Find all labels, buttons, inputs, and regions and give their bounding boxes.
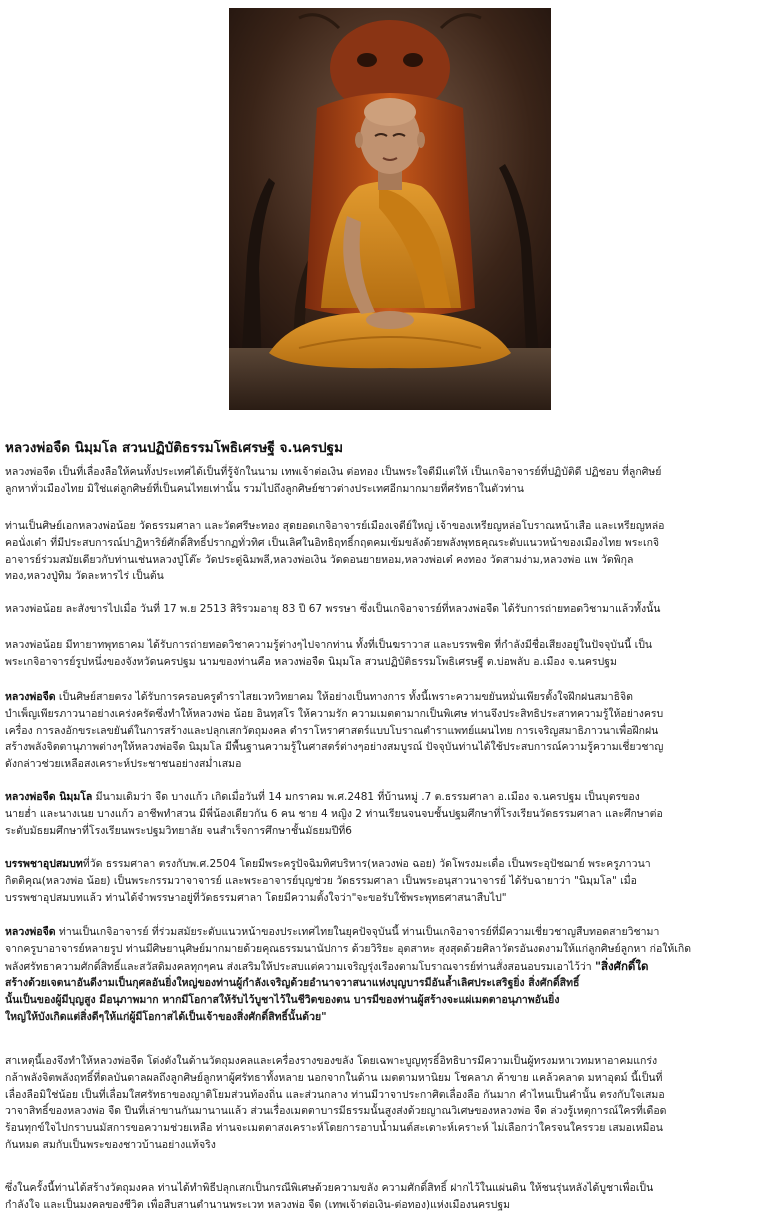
paragraph-line: ซึ่งในครั้งนี้ท่านได้สร้างวัตถุมงคล ท่านได้ทำพิธีปลุกเสกเป็นกรณีพิเศษด้วยความขลัง ความศักดิ์สิทธิ์ ฝากไว้ในแผ่นดิน ให้ชนรุ่นหลังได้บูชาเพื่อเป็น <box>5 1182 654 1194</box>
paragraph-5 <box>5 689 773 773</box>
paragraph-line: ดังกล่าวช่วยเหลือสงเคราะห์ประชาชนอย่างสม่ำเสมอ <box>5 758 242 771</box>
paragraph-line <box>5 789 773 806</box>
paragraph-line: หลวงพ่อน้อย มีทายาทพุทธาคม ได้รับการถ่ายทอดวิชาความรู้ต่างๆไปจากท่าน ทั้งที่เป็นฆราวาส และบรรพชิต ที่กำลังมีชื่อเสียงอยู่ในปัจจุบันนี้ เป็น <box>5 639 653 651</box>
paragraph-line <box>5 924 773 941</box>
paragraph-1 <box>5 464 773 498</box>
paragraph-line <box>5 958 773 976</box>
paragraph-line: บำเพ็ญเพียรภาวนาอย่างเคร่งครัดซึ่งทำให้หลวงพ่อ น้อย อินทฺสโร ให้ความรัก ความเมตตามากเป็นพิเศษ ท่านจึงประสิทธิประสาทความรู้ให้อย่างครบ <box>5 707 664 720</box>
paragraph-10 <box>5 1180 773 1214</box>
paragraph-4 <box>5 637 773 671</box>
paragraph-line: หลวงพ่อน้อย ละสังขารไปเมื่อ วันที่ 17 พ.ย 2513 สิริรวมอายุ 83 ปี 67 พรรษา ซึ่งเป็นเกจิอาจารย์ที่หลวงพ่อจืด ได้รับการถ่ายทอดวิชามาแล้วทั้งนั้น <box>5 603 661 615</box>
line-text: พลังศรัทธาความศักดิ์สิทธิ์และสวัสดิมงคลทุกๆคน ส่งเสริมให้ประสบแต่ความเจริญรุ่งเรืองตามโบราณจารย์ท่านสั่งสอนอบรมเอาไว้ว่า <box>5 960 596 973</box>
monk-photo <box>229 8 551 410</box>
line-text: ท่านเป็นเกจิอาจารย์ ที่ร่วมสมัยระดับแนวหน้าของประเทศไทยในยุคปัจจุบันนี้ ท่านเป็นเกจิอาจารย์ที่มีความเชี่ยวชาญสืบทอดสายวิชามา <box>55 926 660 938</box>
paragraph-7 <box>5 856 773 906</box>
paragraph-line: ระดับมัธยมศึกษาที่โรงเรียนพระปฐมวิทยาลัย จนสำเร็จการศึกษาชั้นมัธยมปีที่6 <box>5 824 352 837</box>
lead-term: หลวงพ่อจืด นิมฺมโล <box>5 791 93 803</box>
paragraph-line: คอนั่งเต๋า ที่มีประสบการณ์ปาฏิหาริย์ศักดิ์สิทธิ์ปรากฏทั่วทิศ เป็นเลิศในอิทธิฤทธิ์กฤตคมเข้มขลังด้วยพลังพุทธคุณระดับแนวหน้าของเมืองไทย พระเกจิ <box>5 536 660 549</box>
paragraph-line <box>5 856 773 873</box>
quote-line: นั้นเป็นของผู้มีบุญสูง มีอนุภาพมาก หากมีโอกาสให้รับไว้บูชาไว้ในชีวิตของตน บารมีของท่านผู้สร้างจะแผ่เมตตาอนุภาพอันยิ่ง <box>5 994 560 1007</box>
paragraph-line: กำลังใจ และเป็นมงคลของชีวิต เพื่อสืบสานตำนานพระเวท หลวงพ่อ จืด (เทพเจ้าต่อเงิน-ต่อทอง)แห่งเมืองนครปฐม <box>5 1198 511 1211</box>
paragraph-line <box>5 689 773 706</box>
paragraph-8 <box>5 924 773 1026</box>
paragraph-line: บรรพชาอุปสมบทแล้ว ท่านได้จำพรรษาอยู่ที่วัดธรรมศาลา โดยมีความตั้งใจว่า"จะขอรับใช้พระพุทธศาสนาสืบไป" <box>5 891 507 904</box>
line-text: ที่วัด ธรรมศาลา ตรงกับพ.ศ.2504 โดยมีพระครูปัจฉิมทิศบริหาร(หลวงพ่อ ฉอย) วัดโพรงมะเดื่อ เป็นพระอุปัชฌาย์ พระครูภาวนา <box>82 858 651 870</box>
paragraph-line: สาเหตุนี้เองจึงทำให้หลวงพ่อจืด โด่งดังในด้านวัตถุมงคลและเครื่องรางของขลัง โดยเฉพาะบูญทุรธิ์อิทธิบารมีความเป็นผู้ทรงมหาเวทมหาอาคมแกร่ง <box>5 1055 658 1067</box>
paragraph-line: นายฮ่ำ และนางเนย บางแก้ว อาชีพทำสวน มีพี่น้องเดียวกัน 6 คน ชาย 4 หญิง 2 ท่านเรียนจนจบชั้นปฐมศึกษาที่โรงเรียนวัดธรรมศาลา และศึกษาต่อ <box>5 807 663 820</box>
quote-line: ใหญ่ให้บังเกิดแต่สิ่งดีๆให้แก่ผู้มีโอกาสได้เป็นเจ้าของสิ่งศักดิ์สิทธิ์นั้นด้วย" <box>5 1010 327 1023</box>
paragraph-6 <box>5 789 773 839</box>
paragraph-line: กันหมด สมกับเป็นพระของชาวบ้านอย่างแท้จริง <box>5 1138 216 1151</box>
lead-term: บรรพชาอุปสมบท <box>5 858 83 870</box>
paragraph-line: หลวงพ่อจืด เป็นที่เลื่องลือให้คนทั้งประเทศได้เป็นที่รู้จักในนาม เทพเจ้าต่อเงิน ต่อทอง เป็นพระใจดีมีแต่ให้ เป็นเกจิอาจารย์ที่ปฏิบัติดี ปฏิชอบ ที่ลูกศิษย์ <box>5 466 662 478</box>
line-text: เป็นศิษย์สายตรง ได้รับการครอบครูตำราไสยเวทวิทยาคม ให้อย่างเป็นทางการ ทั้งนี้เพราะความขยันหมั่นเพียรตั้งใจฝึกฝนสมาธิจิต <box>55 691 633 703</box>
line-text: มีนามเดิมว่า จืด บางแก้ว เกิดเมื่อวันที่ 14 มกราคม พ.ศ.2481 ที่บ้านหมู่ .7 ต.ธรรมศาลา อ.เมือง จ.นครปฐม เป็นบุตรของ <box>92 791 640 803</box>
paragraph-line: ท่านเป็นศิษย์เอกหลวงพ่อน้อย วัดธรรมศาลา และวัดศรีษะทอง สุดยอดเกจิอาจารย์เมืองเจดีย์ใหญ่ เจ้าของเหรียญหล่อโบราณหน้าเสือ และเหรียญหล่อ <box>5 520 665 532</box>
paragraph-line: อาจารย์ร่วมสมัยเดียวกับท่านเช่นหลวงปู่โต๊ะ วัดประดู่ฉิมพลี,หลวงพ่อเงิน วัดดอนยายหอม,หลวงพ่อเต๋ คงทอง วัดสามง่าม,หลวงพ่อ แพ วัดพิกุล <box>5 553 634 566</box>
paragraph-line: สร้างพลังจิตตานุภาพต่างๆให้หลวงพ่อจืด นิมฺมโล มีพื้นฐานความรู้ในศาสตร์ต่างๆอย่างสมบูรณ์ ปัจจุบันท่านได้ใช้ประสบการณ์ความรู้ความเชี่ยวชาญ <box>5 741 664 754</box>
paragraph-line: จากครูบาอาจารย์หลายรูป ท่านมีศิษยานุศิษย์มากมายด้วยคุณธรรมนานัปการ ด้วยวิริยะ อุตสาหะ สุงสุดด้วยศิลาวัตรอันงดงามให้แก่ลูกศิษย์ลูกหา ก่อให้เกิด <box>5 942 692 955</box>
lead-term: หลวงพ่อจืด <box>5 926 56 938</box>
paragraph-line: ร้อนทุกข์ใจไปกราบนมัสการขอความช่วยเหลือ ท่านจะเมตตาสงเคราะห์โดยการอาบน้ำมนต์สะเดาะห์เคราะห์ ไม่เลือกว่าใครจนใครรวย เสมอเหมือน <box>5 1122 663 1135</box>
paragraph-2 <box>5 518 773 585</box>
paragraph-line: ทอง,หลวงปู่ทิม วัดละหารไร่ เป็นต้น <box>5 570 164 583</box>
paragraph-line: กิตติคุณ(หลวงพ่อ น้อย) เป็นพระกรรมวาจาจารย์ และพระอาจารย์บุญช่วย วัดธรรมศาลา เป็นพระอนุสาวนาจารย์ ได้รับฉายาว่า "นิมฺมโล" เมื่อ <box>5 874 637 887</box>
paragraph-line: กล้าพลังจิตพลังฤทธิ์ที่ดลบันดาลผลถึงลูกศิษย์ลูกหาผู้ศรัทธาทั้งหลาย นอกจากในด้าน เมตตามหานิยม โชคลาภ ค้าขาย แคล้วคลาด มหาอุตม์ นี้เป็นที่ <box>5 1071 663 1084</box>
paragraph-9 <box>5 1053 773 1154</box>
quote-line: สร้างด้วยเจตนาอันดีงามเป็นกุศลอันยิ่งใหญ่ของท่านผู้กำลังเจริญด้วยอำนาจวาสนาแห่งบุญบารมีอันล้ำเลิศประเสริฐยิ่ง สิ่งศักดิ์สิทธิ์ <box>5 977 580 990</box>
paragraph-line: วาจาสิทธิ์ของหลวงพ่อ จืด ปีนที่เล่าขานกันมานานแล้ว ส่วนเรื่องเมตตาบารมีธรรมนั้นสูงส่งด้วยญาณวิเศษของหลวงพ่อ จืด ล่วงรู้เหตุการณ์ใครที่เดือด <box>5 1105 667 1118</box>
paragraph-line: เครื่อง การลงอักขระเลขยันต์ในการสร้างและปลุกเสกวัตถุมงคล ตำราโหราศาสตร์แบบโบราณตำราแพทย์แผนไทย การเจริญสมาธิภาวนาเพื่อฝึกฝน <box>5 724 659 737</box>
article-title: หลวงพ่อจืด นิมฺมโล สวนปฏิบัติธรรมโพธิเศรษฐี จ.นครปฐม <box>5 440 343 456</box>
quote-text: "สิ่งศักดิ์ใด <box>595 958 649 973</box>
paragraph-3 <box>5 601 773 618</box>
lead-term: หลวงพ่อจืด <box>5 691 56 703</box>
paragraph-line: พระเกจิอาจารย์รูปหนึ่งของจังหวัดนครปฐม นามของท่านคือ หลวงพ่อจืด นิมฺมโล สวนปฏิบัติธรรมโพธิเศรษฐี ต.บ่อพลับ อ.เมือง จ.นครปฐม <box>5 655 617 668</box>
paragraph-line: ลูกหาทั่วเมืองไทย มิใช่แต่ลูกศิษย์ที่เป็นคนไทยเท่านั้น รวมไปถึงลูกศิษย์ชาวต่างประเทศอีกมากมายที่ศรัทธาในตัวท่าน <box>5 482 524 495</box>
paragraph-line: เลื่องลือมิใช่น้อย เป็นที่เลื่อมใสศรัทธาของญาติโยมส่วนท้องถิ่น และส่วนกลาง ท่านมีวาจาประกาศิตเลื่องลือ กันมาก คำไหนเป็นคำนั้น ตรงกับใจเสมอ <box>5 1088 665 1101</box>
